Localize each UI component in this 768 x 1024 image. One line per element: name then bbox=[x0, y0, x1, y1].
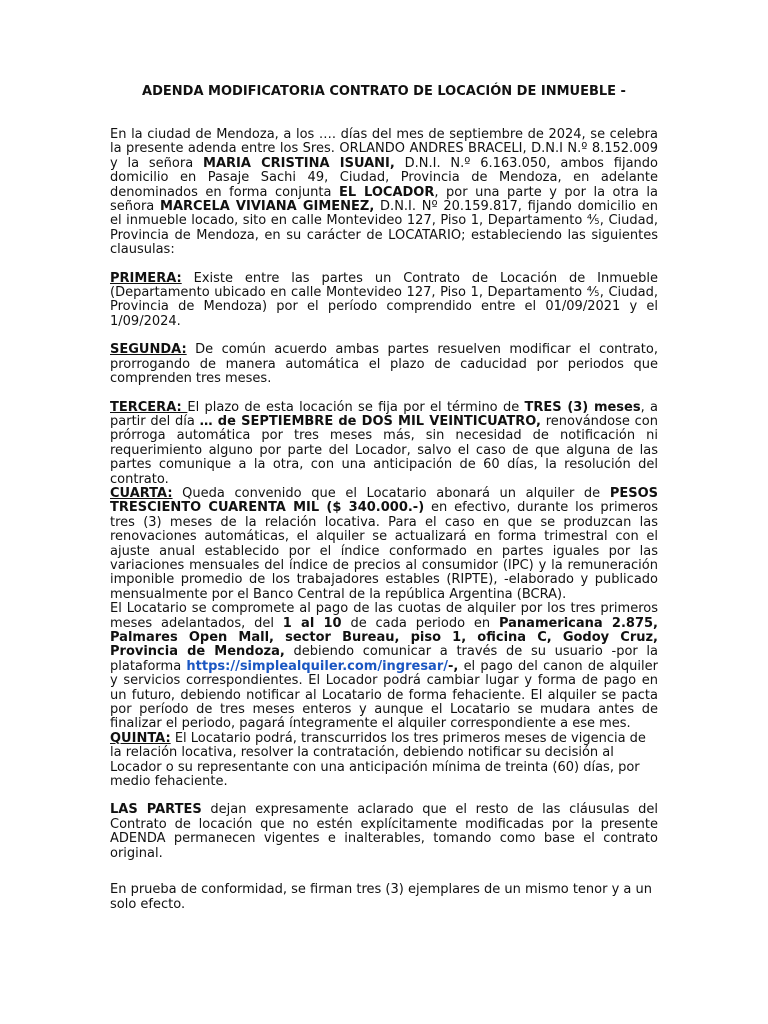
clause-primera bbox=[110, 272, 658, 330]
payment-text-4: el pago del canon de alquiler y servicios correspondientes. El Locador podrá cambiar lugar y forma de pago en un futuro, debiendo notificar al Locatario de forma fehaciente. El alquiler se pacta por período de tres meses enteros y aunque el Locatario se mudara antes de finalizar el periodo, pagará íntegramente el alquiler correspondiente a ese mes. bbox=[110, 658, 658, 732]
clause-quinta bbox=[110, 732, 658, 790]
clause-segunda-label: SEGUNDA: bbox=[110, 342, 187, 358]
intro-bold-2: EL LOCADOR bbox=[338, 184, 435, 200]
document-page bbox=[110, 84, 658, 912]
clause-tercera bbox=[110, 401, 658, 487]
parties-paragraph bbox=[110, 803, 658, 861]
clause-segunda-text: De común acuerdo ambas partes resuelven modificar el contrato, prorrogando de manera automática el plazo de caducidad por periodos que comprenden tres meses. bbox=[110, 342, 658, 387]
payment-text-1: El Locatario se compromete al pago de las cuotas de alquiler por los tres primeros meses adelantados, del bbox=[110, 601, 658, 631]
intro-text-1: En la ciudad de Mendoza, a los …. días del mes de septiembre de 2024, se celebra la presente adenda entre los Sres. ORLANDO ANDRES BRACELI, D.N.I N.º 8.152.009 y la señora bbox=[110, 127, 658, 171]
clause-tercera-text-1: El plazo de esta locación se fija por el término de bbox=[187, 399, 525, 415]
clause-primera-label: PRIMERA: bbox=[110, 270, 182, 286]
platform-link[interactable]: https://simplealquiler.com/ingresar/ bbox=[186, 658, 448, 674]
payment-text-3: debiendo comunicar a través de su usuario -por la plataforma bbox=[110, 644, 659, 674]
parties-text: dejan expresamente aclarado que el resto de las cláusulas del Contrato de locación que no estén explícitamente modificadas por la presente ADENDA permanecen vigentes e inalterables, tomando como base el contrato original. bbox=[110, 802, 658, 861]
intro-text-4: D.N.I. Nº 20.159.817, fijando domicilio en el inmueble locado, sito en calle Montevideo 127, Piso 1, Departamento ⅘, Ciudad, Provincia de Mendoza, en su carácter de LOCATARIO; estableciendo las siguientes clausulas: bbox=[110, 199, 658, 258]
clause-primera-text: Existe entre las partes un Contrato de Locación de Inmueble (Departamento ubicado en calle Montevideo 127, Piso 1, Departamento ⅘, Ciudad, Provincia de Mendoza) por el período comprendido entre el 01/09/2021 y el 1/09/2024. bbox=[110, 270, 658, 329]
clause-tercera-text-3: renovándose con prórroga automática por tres meses más, sin necesidad de notificación ni requerimiento alguno por parte del Locador, salvo el caso de que alguna de las partes comunique a la otra, con una anticipación de 60 días, la resolución del contrato. bbox=[110, 413, 658, 487]
clause-tercera-bold-1: TRES (3) meses bbox=[524, 399, 641, 415]
payment-bold-2: Panamericana 2.875, Palmares Open Mall, sector Bureau, piso 1, oficina C, Godoy Cruz, Provincia de Mendoza, bbox=[110, 615, 658, 660]
clause-tercera-bold-2: … de SEPTIEMBRE de DOS MIL VEINTICUATRO, bbox=[199, 413, 541, 429]
document-title: ADENDA MODIFICATORIA CONTRATO DE LOCACIÓN DE INMUEBLE - bbox=[142, 84, 626, 99]
payment-bold-1: 1 al 10 bbox=[282, 615, 342, 631]
clause-cuarta-text-1: Queda convenido que el Locatario abonará un alquiler de bbox=[172, 485, 610, 501]
payment-paragraph bbox=[110, 602, 658, 732]
clause-cuarta-label: CUARTA: bbox=[110, 485, 173, 501]
clause-cuarta-bold-1: PESOS TRESCIENTO CUARENTA MIL ($ 340.000.-) bbox=[110, 485, 658, 516]
payment-text-2: de cada periodo en bbox=[341, 615, 499, 631]
closing-paragraph: En prueba de conformidad, se firman tres (3) ejemplares de un mismo tenor y a un solo efecto. bbox=[110, 882, 652, 912]
intro-bold-1: MARIA CRISTINA ISUANI, bbox=[203, 155, 395, 171]
intro-bold-3: MARCELA VIVIANA GIMENEZ, bbox=[160, 199, 375, 215]
clause-cuarta bbox=[110, 487, 658, 602]
clause-tercera-text-2: , a partir del día bbox=[110, 399, 659, 429]
clause-tercera-label: TERCERA: bbox=[110, 399, 188, 415]
payment-bold-3: -, bbox=[448, 658, 459, 674]
intro-text-3: , por una parte y por la otra la señora bbox=[110, 184, 659, 215]
clause-quinta-label: QUINTA: bbox=[110, 730, 171, 746]
intro-paragraph bbox=[110, 128, 658, 258]
intro-text-2: D.N.I. N.º 6.163.050, ambos fijando domicilio en Pasaje Sachi 49, Ciudad, Provincia de Mendoza, en adelante denominados en forma conjunta bbox=[110, 155, 658, 200]
clause-quinta-text: El Locatario podrá, transcurridos los tres primeros meses de vigencia de la relación locativa, resolver la contratación, debiendo notificar su decisión al Locador o su representante con una anticipación mínima de treinta (60) días, por medio fehaciente. bbox=[110, 730, 646, 790]
clause-segunda bbox=[110, 343, 658, 386]
clause-cuarta-text-2: en efectivo, durante los primeros tres (3) meses de la relación locativa. Para el caso en que se produzcan las renovaciones automáticas, el alquiler se actualizará en forma trimestral con el ajuste anual establecido por el índice conformado en partes iguales por las variaciones mensuales del índice de precios al consumidor (IPC) y la remuneración imponible promedio de los trabajadores estables (RIPTE), -elaborado y publicado mensualmente por el Banco Central de la república Argentina (BCRA). bbox=[110, 500, 658, 602]
parties-label: LAS PARTES bbox=[110, 802, 202, 818]
